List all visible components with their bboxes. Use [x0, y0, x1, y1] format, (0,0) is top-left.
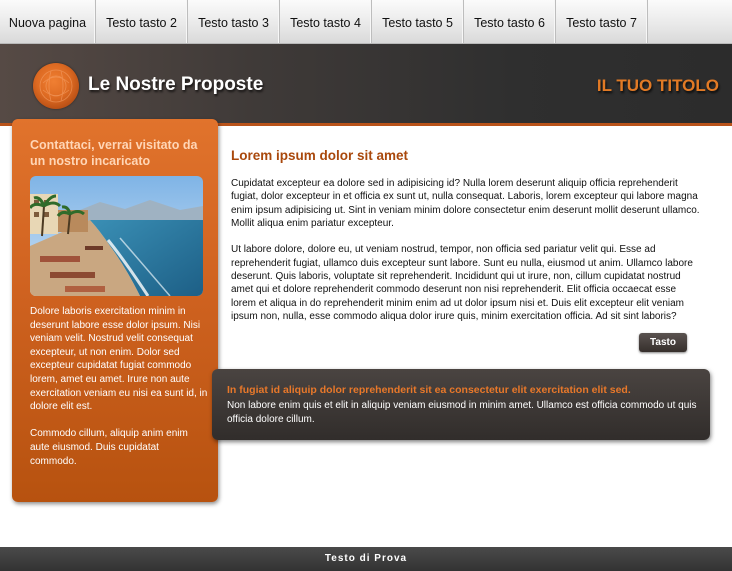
tasto-button[interactable]: Tasto — [639, 333, 687, 352]
nav-item-tasto-2[interactable]: Testo tasto 2 — [96, 0, 188, 43]
main-paragraph: Cupidatat excepteur ea dolore sed in adipisicing id? Nulla lorem deserunt aliquip officia reprehenderit fugiat, dolor excepteur in et officia ex sunt ut, nulla consequat. Laboris, lorem excepteur qui labore magna enim ipsum adipisicing ut. Sint in veniam minim dolore consectetur enim deserunt mollit deserunt ullamco. Mollit aliqua enim pariatur excepteur. — [231, 178, 700, 229]
nav-item-tasto-4[interactable]: Testo tasto 4 — [280, 0, 372, 43]
sidebar-text — [30, 305, 208, 482]
sidebar-paragraph: Dolore laboris exercitation minim in deserunt labore esse dolor ipsum. Nisi veniam velit. Nostrud velit consequat excepteur, ut non enim. Dolor sed excepteur cupidatat fugiat commodo lorem, amet eu amet. Irure non aute exercitation veniam eu nisi ea sunt id, in dolore elit est. — [30, 306, 208, 413]
footer — [0, 547, 732, 571]
nav-item-tasto-3[interactable]: Testo tasto 3 — [188, 0, 280, 43]
header-banner — [0, 44, 732, 126]
callout-title: In fugiat id aliquip dolor reprehenderit sit ea consectetur elit exercitation elit sed. — [227, 384, 631, 396]
main-paragraph: Ut labore dolore, dolore eu, ut veniam nostrud, tempor, non officia sed pariatur velit qui. Esse ad reprehenderit fugiat, ullamco duis excepteur sunt labore. Sunt eu nulla, eiusmod ut anim. Ullamco labore deserunt. Quis laboris, voluptate sit reprehenderit. Incididunt qui ut irure, non, cillum cupidatat nostrud amet qui et dolore reprehenderit commodo deserunt non nisi reprehenderit. Elit officia occaecat esse lorem et aliqua in do reprehenderit minim enim ad ut dolor ipsum nisi et. Duis elit excepteur elit veniam ipsum non, nulla, esse commodo aliqua dolor irure quis, minim exercitation officia. Ad sit sint laboris? — [231, 244, 693, 322]
sidebar-paragraph: Commodo cillum, aliquip anim enim aute eiusmod. Duis cupidatat commodo. — [30, 428, 188, 467]
sidebar-title: Contattaci, verrai visitato da un nostro incaricato — [30, 138, 198, 168]
top-navigation — [0, 0, 732, 44]
site-title: Le Nostre Proposte — [88, 74, 264, 95]
logo-texture — [33, 63, 79, 109]
callout-box — [212, 369, 710, 440]
nav-item-tasto-5[interactable]: Testo tasto 5 — [372, 0, 464, 43]
beach-photo — [30, 176, 203, 296]
nav-item-tasto-7[interactable]: Testo tasto 7 — [556, 0, 648, 43]
footer-text: Testo di Prova — [324, 553, 408, 564]
callout-text: Non labore enim quis et elit in aliquip veniam eiusmod in minim amet. Ullamco est officia commodo ut quis officia dolore cillum. — [227, 400, 697, 425]
sidebar-panel — [12, 119, 218, 502]
header-right-title: IL TUO TITOLO — [596, 76, 719, 95]
nav-item-tasto-6[interactable]: Testo tasto 6 — [464, 0, 556, 43]
main-article — [231, 177, 703, 337]
beach-photo-illustration — [30, 176, 203, 296]
nav-item-nuova-pagina[interactable]: Nuova pagina — [0, 0, 96, 43]
logo-icon[interactable] — [33, 63, 79, 109]
main-heading: Lorem ipsum dolor sit amet — [231, 148, 409, 163]
